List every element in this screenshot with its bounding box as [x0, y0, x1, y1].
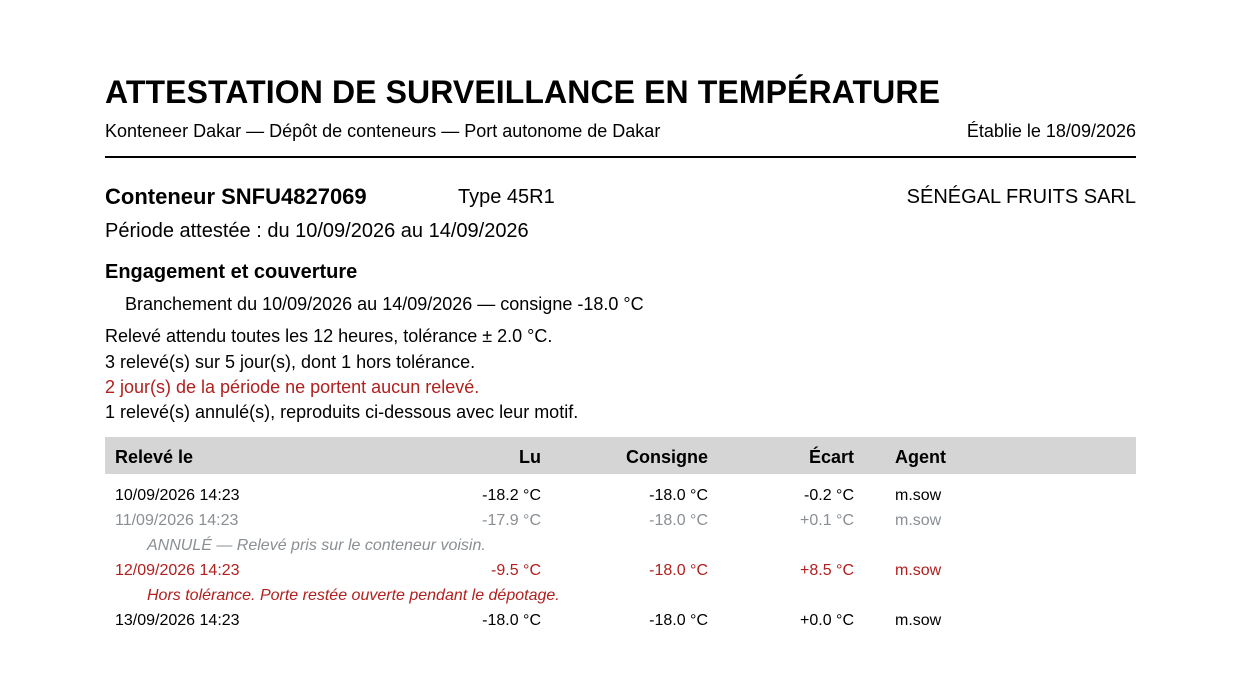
- issue-date: Établie le 18/09/2026: [966, 121, 1136, 141]
- reading-diff: +0.0 °C: [800, 612, 854, 629]
- client-name: SÉNÉGAL FRUITS SARL: [906, 186, 1136, 208]
- table-row: [105, 562, 1136, 582]
- reading-date: 11/09/2026 14:23: [115, 512, 239, 529]
- readings-table-header: [105, 437, 1136, 474]
- summary-missing-days: 2 jour(s) de la période ne portent aucun relevé.: [105, 377, 480, 397]
- reading-value: -9.5 °C: [491, 562, 541, 579]
- reading-value: -18.2 °C: [482, 487, 541, 504]
- summary-count: 3 relevé(s) sur 5 jour(s), dont 1 hors tolérance.: [105, 352, 476, 372]
- table-row: [105, 487, 1136, 507]
- table-row: [105, 512, 1136, 532]
- reading-diff: +0.1 °C: [800, 512, 854, 529]
- reading-setpoint: -18.0 °C: [649, 487, 708, 504]
- header-divider: [105, 156, 1136, 158]
- reading-diff: +8.5 °C: [800, 562, 854, 579]
- reading-date: 10/09/2026 14:23: [115, 487, 240, 504]
- cancellation-note: ANNULÉ — Relevé pris sur le conteneur voisin.: [147, 537, 486, 554]
- column-header-diff: Écart: [808, 447, 854, 467]
- column-header-agent: Agent: [895, 447, 946, 467]
- organization-line: Konteneer Dakar — Dépôt de conteneurs — Port autonome de Dakar: [105, 121, 661, 141]
- column-header-read: Lu: [519, 447, 541, 467]
- reading-agent: m.sow: [895, 612, 942, 629]
- reading-date: 12/09/2026 14:23: [115, 562, 240, 579]
- attestation-document: [105, 0, 1136, 679]
- summary-frequency: Relevé attendu toutes les 12 heures, tolérance ± 2.0 °C.: [105, 326, 553, 346]
- out-of-tolerance-note: Hors tolérance. Porte restée ouverte pendant le dépotage.: [147, 587, 560, 604]
- table-row: [105, 612, 1136, 632]
- reading-agent: m.sow: [895, 487, 942, 504]
- attested-period: Période attestée : du 10/09/2026 au 14/09/2026: [105, 220, 529, 242]
- container-id: Conteneur SNFU4827069: [105, 184, 367, 209]
- plug-in-line: Branchement du 10/09/2026 au 14/09/2026 — consigne -18.0 °C: [125, 294, 644, 314]
- reading-value: -18.0 °C: [482, 612, 541, 629]
- reading-agent: m.sow: [895, 562, 942, 579]
- summary-cancelled: 1 relevé(s) annulé(s), reproduits ci-dessous avec leur motif.: [105, 402, 579, 422]
- reading-value: -17.9 °C: [482, 512, 541, 529]
- column-header-date: Relevé le: [115, 447, 194, 467]
- reading-setpoint: -18.0 °C: [649, 562, 708, 579]
- reading-agent: m.sow: [895, 512, 942, 529]
- column-header-setpoint: Consigne: [625, 447, 708, 467]
- coverage-section-title: Engagement et couverture: [105, 261, 358, 283]
- reading-date: 13/09/2026 14:23: [115, 612, 240, 629]
- reading-setpoint: -18.0 °C: [649, 612, 708, 629]
- reading-diff: -0.2 °C: [804, 487, 854, 504]
- document-title: ATTESTATION DE SURVEILLANCE EN TEMPÉRATURE: [105, 74, 941, 110]
- reading-setpoint: -18.0 °C: [649, 512, 708, 529]
- container-type: Type 45R1: [458, 186, 555, 208]
